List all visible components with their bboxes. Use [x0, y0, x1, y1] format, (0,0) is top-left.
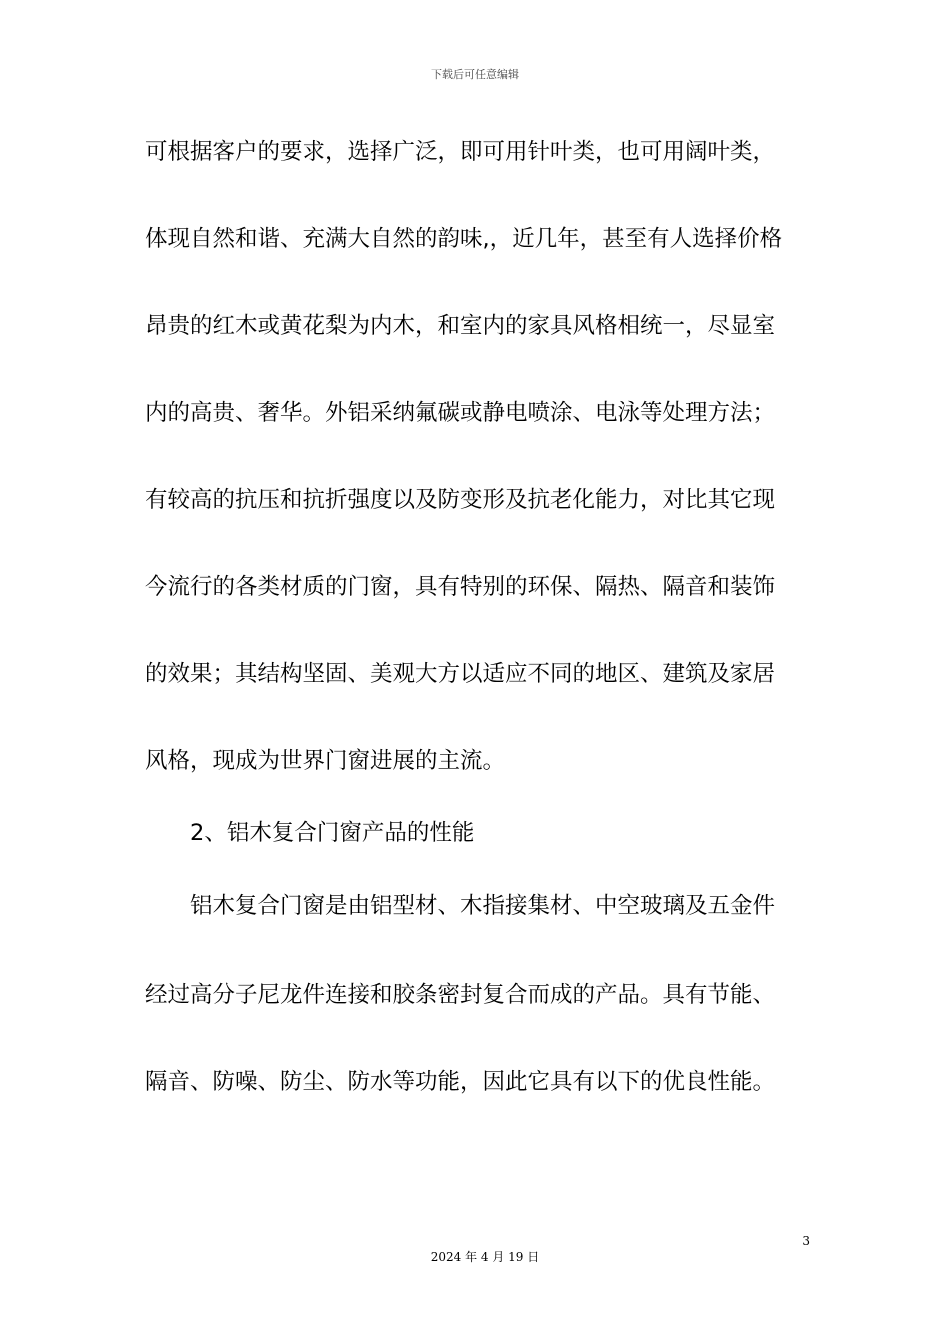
paragraph-line: 体现自然和谐、充满大自然的韵味,，近几年，甚至有人选择价格 [145, 226, 783, 252]
paragraph-line: 可根据客户的要求，选择广泛，即可用针叶类，也可用阔叶类， [145, 139, 776, 165]
section-line: 隔音、防噪、防尘、防水等功能，因此它具有以下的优良性能。 [145, 1069, 776, 1095]
paragraph-line: 的效果；其结构坚固、美观大方以适应不同的地区、建筑及家居 [145, 661, 776, 687]
section-line: 经过高分子尼龙件连接和胶条密封复合而成的产品。具有节能、 [145, 982, 776, 1008]
paragraph-line: 内的高贵、奢华。外铝采纳氟碳或静电喷涂、电泳等处理方法； [145, 400, 776, 426]
footer-date: 2024 年 4 月 19 日 [430, 1250, 540, 1264]
page-number: 3 [802, 1234, 810, 1248]
page-header: 下载后可任意编辑 [431, 68, 519, 81]
paragraph-line: 有较高的抗压和抗折强度以及防变形及抗老化能力，对比其它现 [145, 487, 776, 513]
paragraph-line: 风格，现成为世界门窗进展的主流。 [145, 748, 506, 774]
paragraph-line: 今流行的各类材质的门窗，具有特别的环保、隔热、隔音和装饰 [145, 574, 776, 600]
paragraph-line: 昂贵的红木或黄花梨为内木，和室内的家具风格相统一，尽显室 [145, 313, 776, 339]
section-heading: 2、铝木复合门窗产品的性能 [190, 820, 475, 846]
section-line: 铝木复合门窗是由铝型材、木指接集材、中空玻璃及五金件 [190, 893, 776, 919]
